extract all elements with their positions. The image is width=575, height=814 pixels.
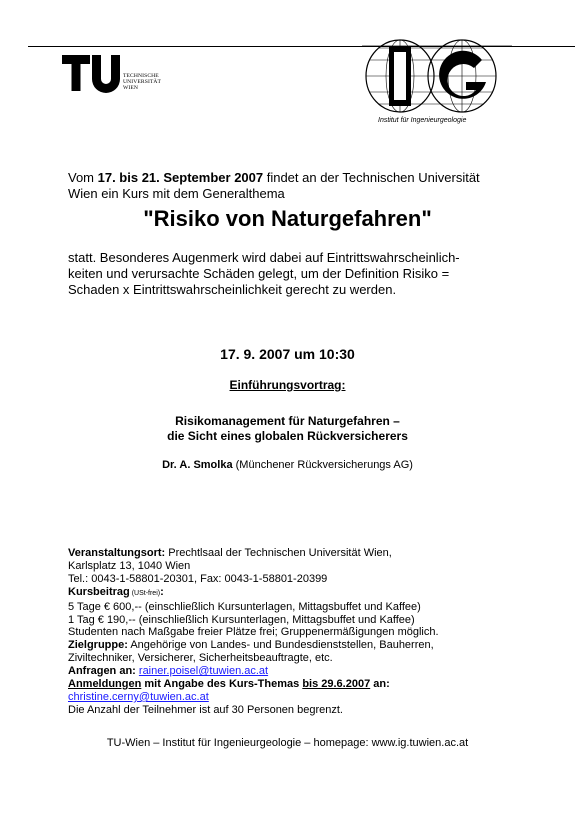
course-info: Veranstaltungsort: Prechtlsaal der Technischen Universität Wien, Karlsplatz 13, 1040 Wien Tel.: 0043-1-58801-20301, Fax: 0043-1-58801-20399 Kursbeitrag (USt-frei): 5 Tage € 600,-- (einschließlich Kursunterlagen, Mittagsbuffet und Kaffee) 1 Tag € 190,-- (einschließlich Kursunterlagen, Mittagsbuffet und Kaffee) Studenten nach Maßgabe freier Plätze frei; Gruppenermäßigungen möglich. Zielgruppe: Angehörige von Landes- und Bundesdienststellen, Bauherren, Ziviltechniker, Versicherer, Sicherheitsbeauftragte, etc. Anfragen an: rainer.poisel@tuwien.ac.at Anmeldungen mit Angabe des Kurs-Themas bis 29.6.2007 an: christine.cerny@tuwien.ac.at Die Anzahl der Teilnehmer ist auf 30 Personen begrenzt. <box>68 547 538 717</box>
requests-email-link[interactable]: rainer.poisel@tuwien.ac.at <box>138 665 269 678</box>
intro-paragraph: Vom 17. bis 21. September 2007 findet an der Technischen Universität Wien ein Kurs mit dem Generalthema <box>68 170 480 201</box>
students-note: Studenten nach Maßgabe freier Plätze frei; Gruppenermäßigungen möglich. <box>68 626 439 639</box>
fee-5-days: 5 Tage € 600,-- (einschließlich Kursunterlagen, Mittagsbuffet und Kaffee) <box>68 600 421 613</box>
fee-heading: Kursbeitrag (USt-frei): <box>68 585 164 598</box>
registration-line: Anmeldungen mit Angabe des Kurs-Themas bis 29.6.2007 an: <box>68 678 390 691</box>
intro-lecture-label: Einführungsvortrag: <box>229 378 346 392</box>
lecture-datetime: 17. 9. 2007 um 10:30 <box>220 346 355 362</box>
requests-line: Anfragen an: rainer.poisel@tuwien.ac.at <box>68 665 269 678</box>
lecture-topic: Risikomanagement für Naturgefahren – die Sicht eines globalen Rückversicherers <box>167 414 408 443</box>
speaker-org: (Münchener Rückversicherungs AG) <box>232 459 413 471</box>
ig-institute-logo <box>362 38 512 116</box>
participant-limit: Die Anzahl der Teilnehmer ist auf 30 Personen begrenzt. <box>68 703 343 716</box>
registration-email-link[interactable]: christine.cerny@tuwien.ac.at <box>68 690 209 703</box>
tu-wien-wordmark: TECHNISCHE UNIVERSITÄT WIEN <box>123 73 162 92</box>
fee-1-day: 1 Tag € 190,-- (einschließlich Kursunterlagen, Mittagsbuffet und Kaffee) <box>68 613 415 626</box>
contact-line: Tel.: 0043-1-58801-20301, Fax: 0043-1-58801-20399 <box>68 572 328 585</box>
target-group: Zielgruppe: Angehörige von Landes- und Bundesdienststellen, Bauherren, <box>68 639 434 652</box>
venue: Veranstaltungsort: Prechtlsaal der Technischen Universität Wien, <box>68 547 392 559</box>
course-title: "Risiko von Naturgefahren" <box>143 206 432 231</box>
course-dates: 17. bis 21. September 2007 <box>97 170 264 185</box>
lecture-speaker <box>0 459 575 471</box>
speaker-name: Dr. A. Smolka <box>162 459 233 471</box>
tu-wien-logo <box>62 53 122 93</box>
institute-caption: Institut für Ingenieurgeologie <box>378 117 467 124</box>
description-paragraph: statt. Besonderes Augenmerk wird dabei auf Eintrittswahrscheinlich- keiten und verursachte Schäden gelegt, um der Definition Risiko = Schaden x Eintrittswahrscheinlichkeit gerecht zu werden. <box>68 250 460 297</box>
footer: TU-Wien – Institut für Ingenieurgeologie – homepage: www.ig.tuwien.ac.at <box>106 737 469 749</box>
